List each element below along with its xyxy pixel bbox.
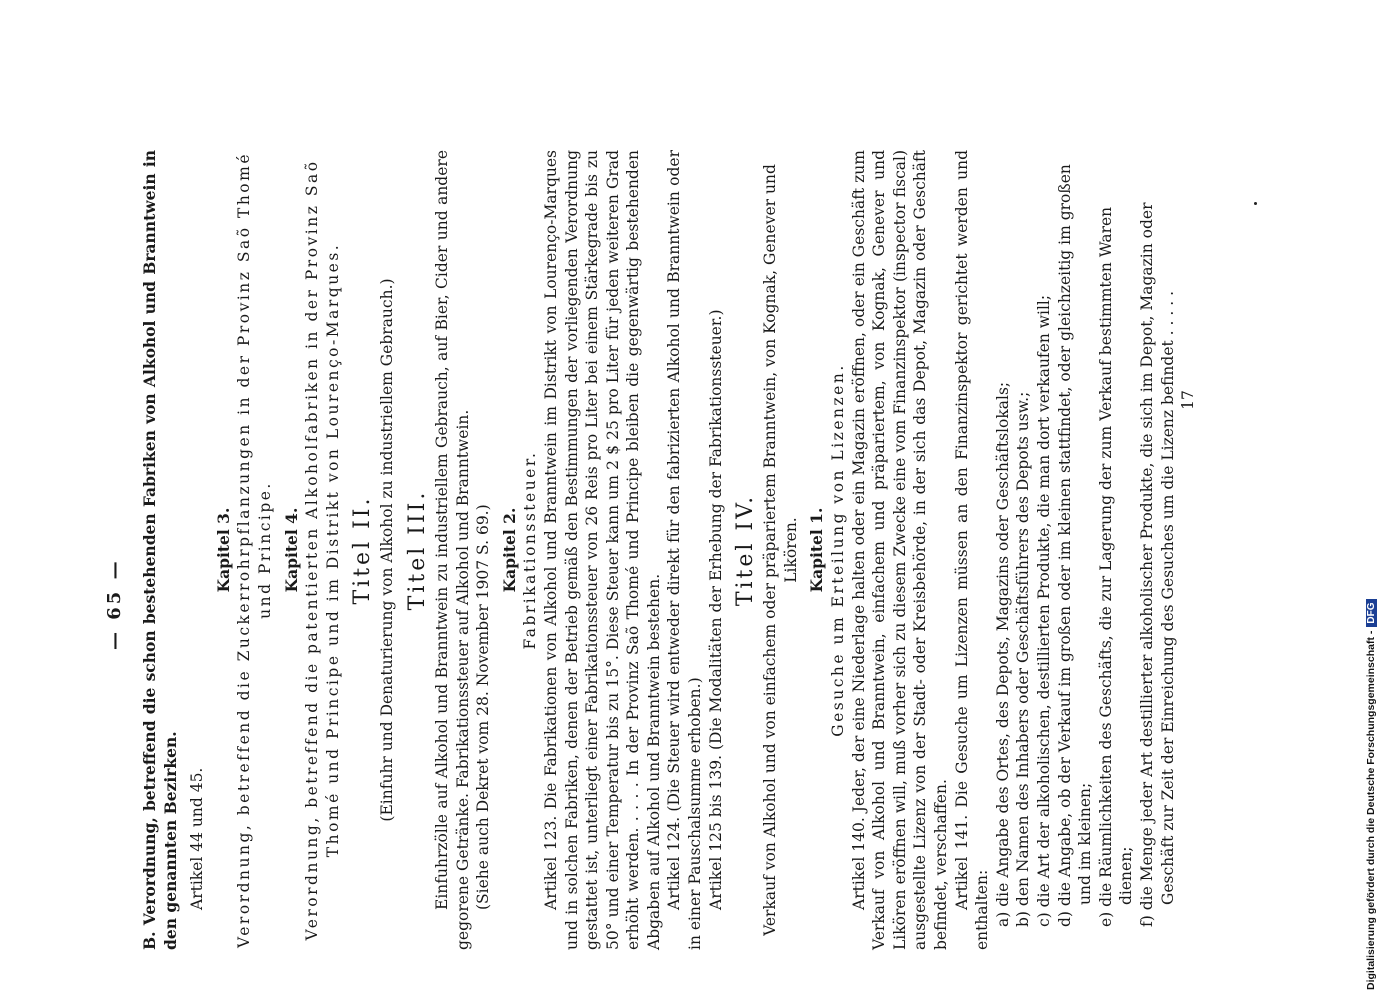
page-number: — 65 —	[104, 558, 125, 650]
chapter-4-title: Kapitel 4.	[281, 507, 301, 593]
chapter-1-title: Kapitel 1.	[807, 507, 827, 593]
credit-text: Digitalisierung gefördert durch die Deutsche Forschungsgemeinschaft -	[1365, 630, 1377, 990]
ink-dot	[1254, 202, 1257, 205]
title-3: Titel III.	[404, 489, 430, 611]
list-item: d) die Angabe, ob der Verkauf im großen oder im kleinen stattfindet, oder gleichzeitig im großen und im kleinen;	[1055, 164, 1095, 927]
section-b-heading: B. Verordnung, betreffend die schon bestehenden Fabriken von Alkohol und Branntwein in den genannten Bezirken.	[140, 150, 180, 950]
list-item: f) die Menge jeder Art destillierter alkoholischer Produkte, die sich im Depot, Magazin oder Geschäft zur Zeit der Einreichung des Gesuches um die Lizenz befindet . . . . .	[1137, 202, 1177, 927]
chapter-2-subtitle: Fabrikationssteuer.	[521, 450, 540, 650]
article-140: Artikel 140. Jeder, der eine Niederlage halten oder ein Magazin eröffnen, oder ein Geschäft zum Verkauf von Alkohol und Branntwein, einfachem und präpariertem, von Kognak, Genever und Likören eröffnen will, muß vorher sich zu diesem Zwecke eine vom Finanzinspektor (inspector fiscal) ausgestellte Lizenz von der Stadt- oder Kreisbehörde, in der sich das Depot, Magazin oder Geschäft befindet, verschaffen.	[849, 150, 950, 950]
article-124: Artikel 124. (Die Steuer wird entweder direkt für den fabrizierten Alkohol und Branntwein oder in einer Pauschalsumme erhoben.)	[665, 150, 705, 950]
title-4: Titel IV.	[733, 493, 759, 607]
list-item: c) die Art der alkoholischen, destillierten Produkte, die man dort verkaufen will;	[1034, 294, 1053, 927]
article-123: Artikel 123. Die Fabrikationen von Alkohol und Branntwein im Distrikt von Lourenço-Marques und in solchen Fabriken, denen der Betrieb gemäß den Bestimmungen der vorliegenden Verordnung gestattet ist, unterliegt einer Fabrikationssteuer von 26 Reis pro Liter bei einem Stärkegrade bis zu 50° und einer Temperatur bis zu 15°. Diese Steuer kann um 2 $ 25 pro Liter für jeden weiteren Grad erhöht werden. . . . . In der Provinz Saõ Thomé und Principe bleiben die gegenwärtig bestehenden Abgaben auf Alkohol und Branntwein bestehen.	[541, 150, 663, 950]
title-3-reference: (Siehe auch Dekret vom 28. November 1907 S. 69.)	[474, 504, 493, 910]
chapter-1-subtitle: Gesuche um Erteilung von Lizenzen.	[829, 363, 848, 737]
signature-mark: 17	[1179, 390, 1198, 410]
title-3-text: Einfuhrzölle auf Alkohol und Branntwein zu industriellem Gebrauch, auf Bier, Cider und andere gegorene Getränke. Fabrikationssteuer auf Alkohol und Branntwein.	[432, 150, 472, 950]
chapter-2-title: Kapitel 2.	[499, 507, 519, 593]
article-141: Artikel 141. Die Gesuche um Lizenzen müssen an den Finanzinspektor gerichtet werden und enthalten:	[952, 150, 992, 950]
title-4-text: Verkauf von Alkohol und von einfachem oder präpariertem Branntwein, von Kognak, Genever und Likören.	[761, 164, 800, 936]
license-requirements-list	[993, 150, 1178, 950]
title-2: Titel II.	[350, 495, 376, 605]
chapter-4-text: Verordnung, betreffend die patentierten Alkoholfabriken in der Provinz Saõ Thomé und Principe und im Distrikt von Lourenço-Marques.	[303, 159, 342, 941]
list-item: b) den Namen des Inhabers oder Geschäftsführers des Depots usw.;	[1014, 391, 1033, 927]
dfg-logo: DFG	[1366, 600, 1377, 627]
list-item: e) die Räumlichkeiten des Geschäfts, die zur Lagerung der zum Verkauf bestimmten Waren dienen;	[1096, 206, 1136, 927]
document-page	[104, 150, 1240, 950]
article-125-139: Artikel 125 bis 139. (Die Modalitäten der Erhebung der Fabrikationssteuer.)	[706, 309, 725, 910]
digitization-credit	[1365, 600, 1377, 991]
chapter-3-text: Verordnung, betreffend die Zuckerrohrpflanzungen in der Provinz Saõ Thomé und Principe.	[235, 151, 274, 949]
title-2-subtitle: (Einfuhr und Denaturierung von Alkohol zu industriellem Gebrauch.)	[378, 278, 397, 822]
article-44-45: Artikel 44 und 45.	[188, 767, 207, 910]
list-item: a) die Angabe des Ortes, des Depots, Magazins oder Geschäftslokals;	[993, 381, 1012, 927]
chapter-3-title: Kapitel 3.	[213, 507, 233, 593]
